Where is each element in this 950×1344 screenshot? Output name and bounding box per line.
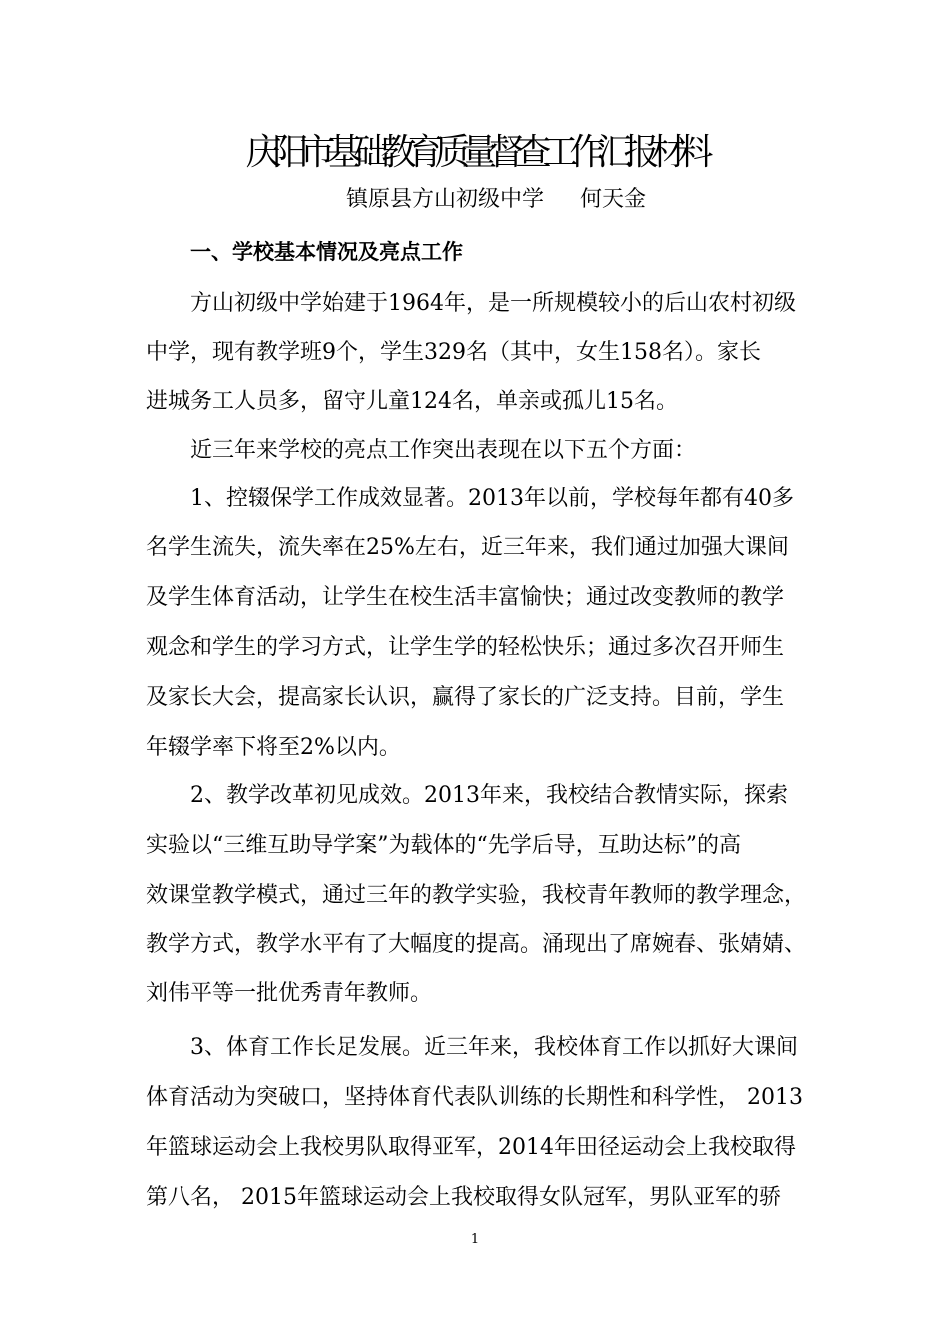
page-number: 1 [470, 1232, 480, 1247]
paragraph-line: 年篮球运动会上我校男队取得亚军，2014年田径运动会上我校取得 [146, 1135, 796, 1160]
paragraph-line: 进城务工人员多，留守儿童124名，单亲或孤儿15名。 [146, 389, 678, 414]
paragraph-line: 年辍学率下将至2%以内。 [146, 735, 401, 760]
byline-author: 何天金 [580, 187, 647, 212]
paragraph-line: 第八名， 2015年篮球运动会上我校取得女队冠军，男队亚军的骄 [146, 1185, 781, 1210]
paragraph-line: 效课堂教学模式，通过三年的教学实验，我校青年教师的教学理念， [146, 883, 807, 908]
paragraph-line: 观念和学生的学习方式，让学生学的轻松快乐；通过多次召开师生 [146, 635, 785, 660]
paragraph-line: 近三年来学校的亮点工作突出表现在以下五个方面： [190, 438, 697, 463]
paragraph-line: 及家长大会，提高家长认识，赢得了家长的广泛支持。目前，学生 [146, 685, 785, 710]
paragraph-line: 及学生体育活动，让学生在校生活丰富愉快；通过改变教师的教学 [146, 585, 785, 610]
paragraph-line: 2、教学改革初见成效。2013年来，我校结合教情实际，探索 [190, 783, 788, 808]
paragraph-line: 教学方式，教学水平有了大幅度的提高。涌现出了席婉春、张婧婧、 [146, 932, 807, 957]
paragraph-line: 中学，现有教学班9个，学生329名（其中，女生158名）。家长 [146, 340, 761, 365]
paragraph-line: 方山初级中学始建于1964年，是一所规模较小的后山农村初级 [190, 291, 796, 316]
byline [346, 182, 646, 218]
paragraph-line: 名学生流失，流失率在25%左右，近三年来，我们通过加强大课间 [146, 535, 789, 560]
document-title: 庆阳市基础教育质量督查工作汇报材料 [245, 132, 705, 173]
paragraph-line: 体育活动为突破口，坚持体育代表队训练的长期性和科学性， 2013 [146, 1085, 803, 1110]
paragraph-line: 实验以“三维互助导学案”为载体的“先学后导，互助达标”的高 [146, 833, 741, 858]
paragraph-line: 3、体育工作长足发展。近三年来，我校体育工作以抓好大课间 [190, 1035, 798, 1060]
paragraph-line: 1、控辍保学工作成效显著。2013年以前，学校每年都有40多 [190, 486, 794, 511]
section-heading: 一、学校基本情况及亮点工作 [190, 240, 463, 264]
byline-school: 镇原县方山初级中学 [346, 187, 545, 212]
paragraph-line: 刘伟平等一批优秀青年教师。 [146, 981, 433, 1006]
